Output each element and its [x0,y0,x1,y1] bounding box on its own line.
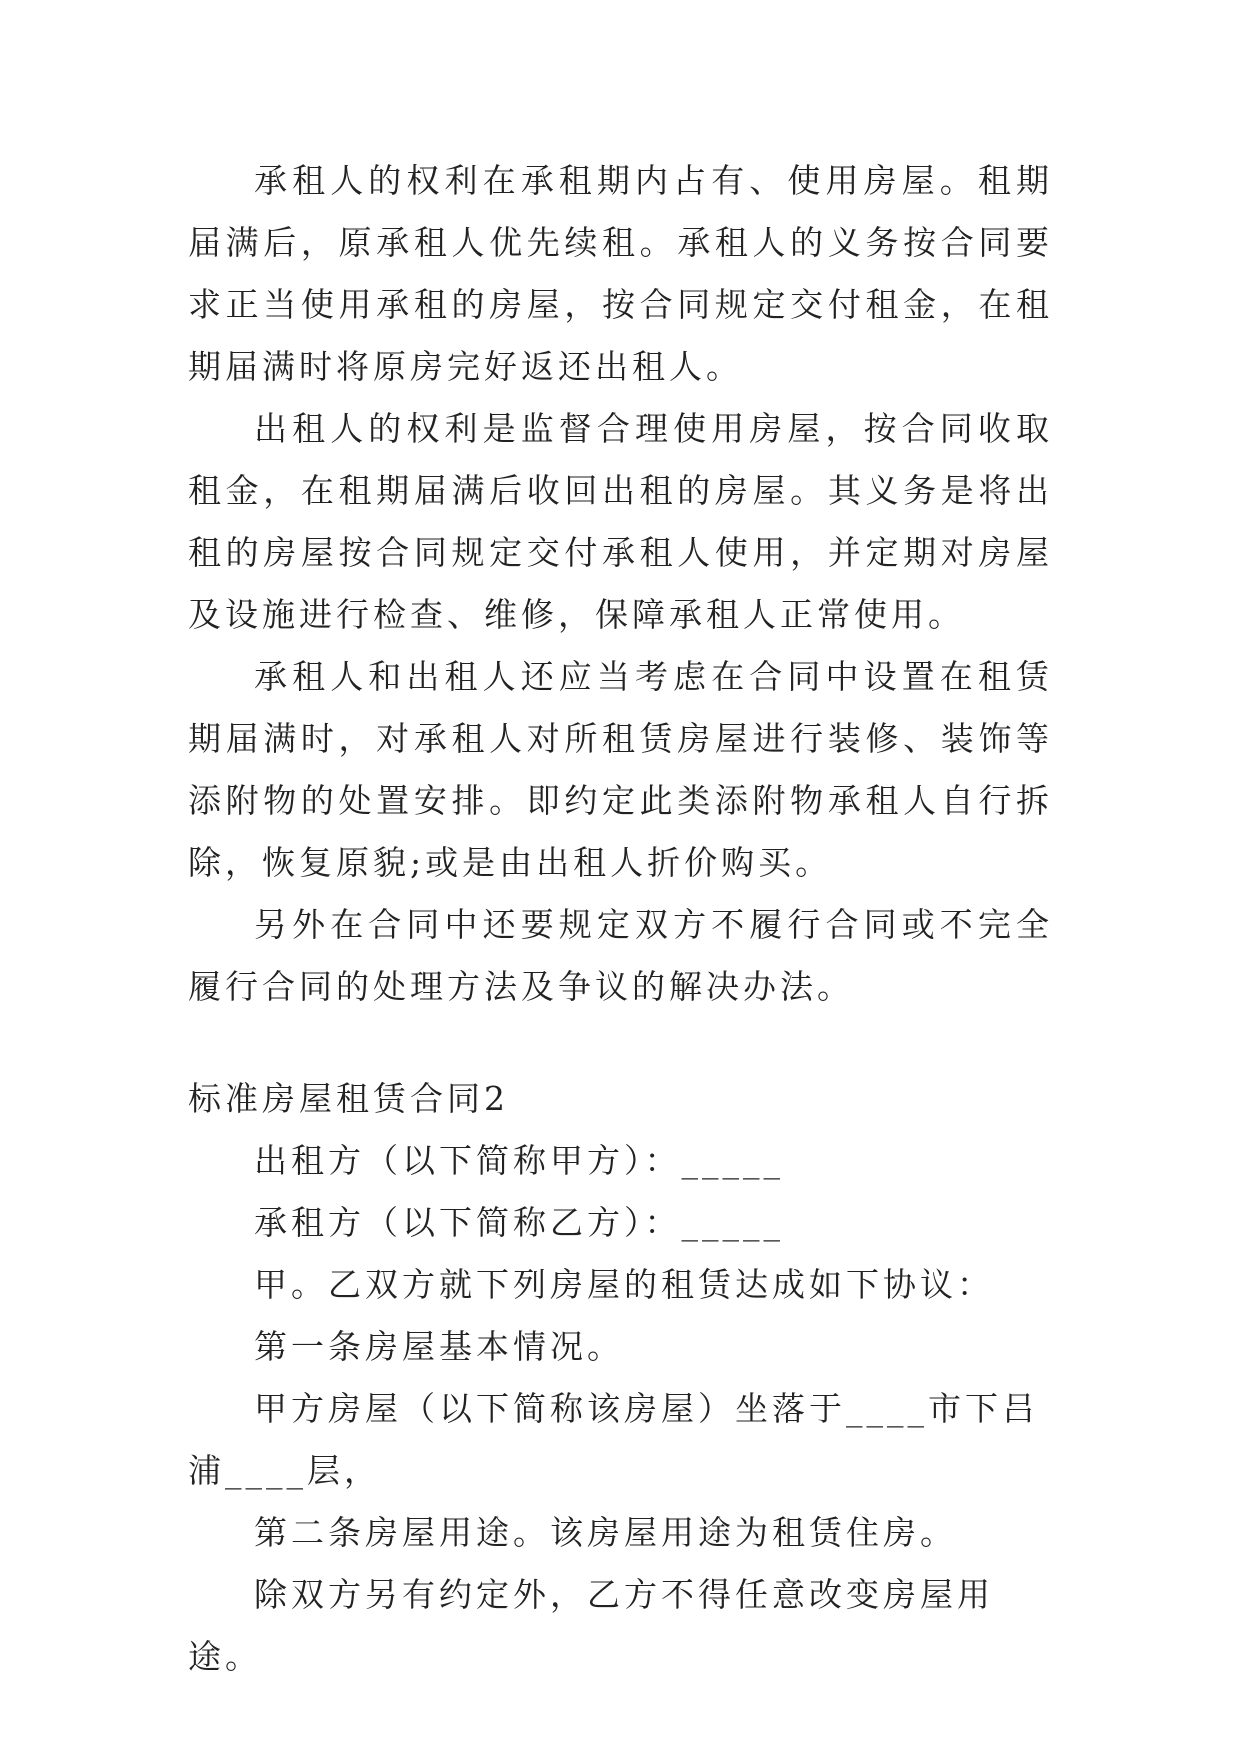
paragraph-fixtures: 承租人和出租人还应当考虑在合同中设置在租赁期届满时，对承租人对所租赁房屋进行装修、装饰等添附物的处置安排。即约定此类添附物承租人自行拆除，恢复原貌;或是由出租人折价购买。 [188,657,1053,882]
article-one-title: 第一条房屋基本情况。 [254,1327,624,1366]
paragraph-lessee-rights: 承租人的权利在承租期内占有、使用房屋。租期届满后，原承租人优先续租。承租人的义务按合同要求正当使用承租的房屋，按合同规定交付租金，在租期届满时将原房完好返还出租人。 [188,161,1053,386]
paragraph-disputes: 另外在合同中还要规定双方不履行合同或不完全履行合同的处理方法及争议的解决办法。 [188,905,1053,1006]
property-location-line: 甲方房屋（以下简称该房屋）坐落于____市下吕浦____层， [188,1389,1039,1490]
usage-restriction-line: 除双方另有约定外，乙方不得任意改变房屋用途。 [188,1575,994,1676]
paragraph-lessor-rights: 出租人的权利是监督合理使用房屋，按合同收取租金，在租期届满后收回出租的房屋。其义务是将出租的房屋按合同规定交付承租人使用，并定期对房屋及设施进行检查、维修，保障承租人正常使用。 [188,409,1053,634]
lessor-line: 出租方（以下简称甲方）：_____ [254,1141,784,1180]
agreement-line: 甲。乙双方就下列房屋的租赁达成如下协议： [254,1265,994,1304]
document-body [188,150,1053,1688]
article-two-title: 第二条房屋用途。该房屋用途为租赁住房。 [254,1513,957,1552]
lessee-line: 承租方（以下简称乙方）：_____ [254,1203,784,1242]
section-title: 标准房屋租赁合同2 [188,1079,509,1118]
